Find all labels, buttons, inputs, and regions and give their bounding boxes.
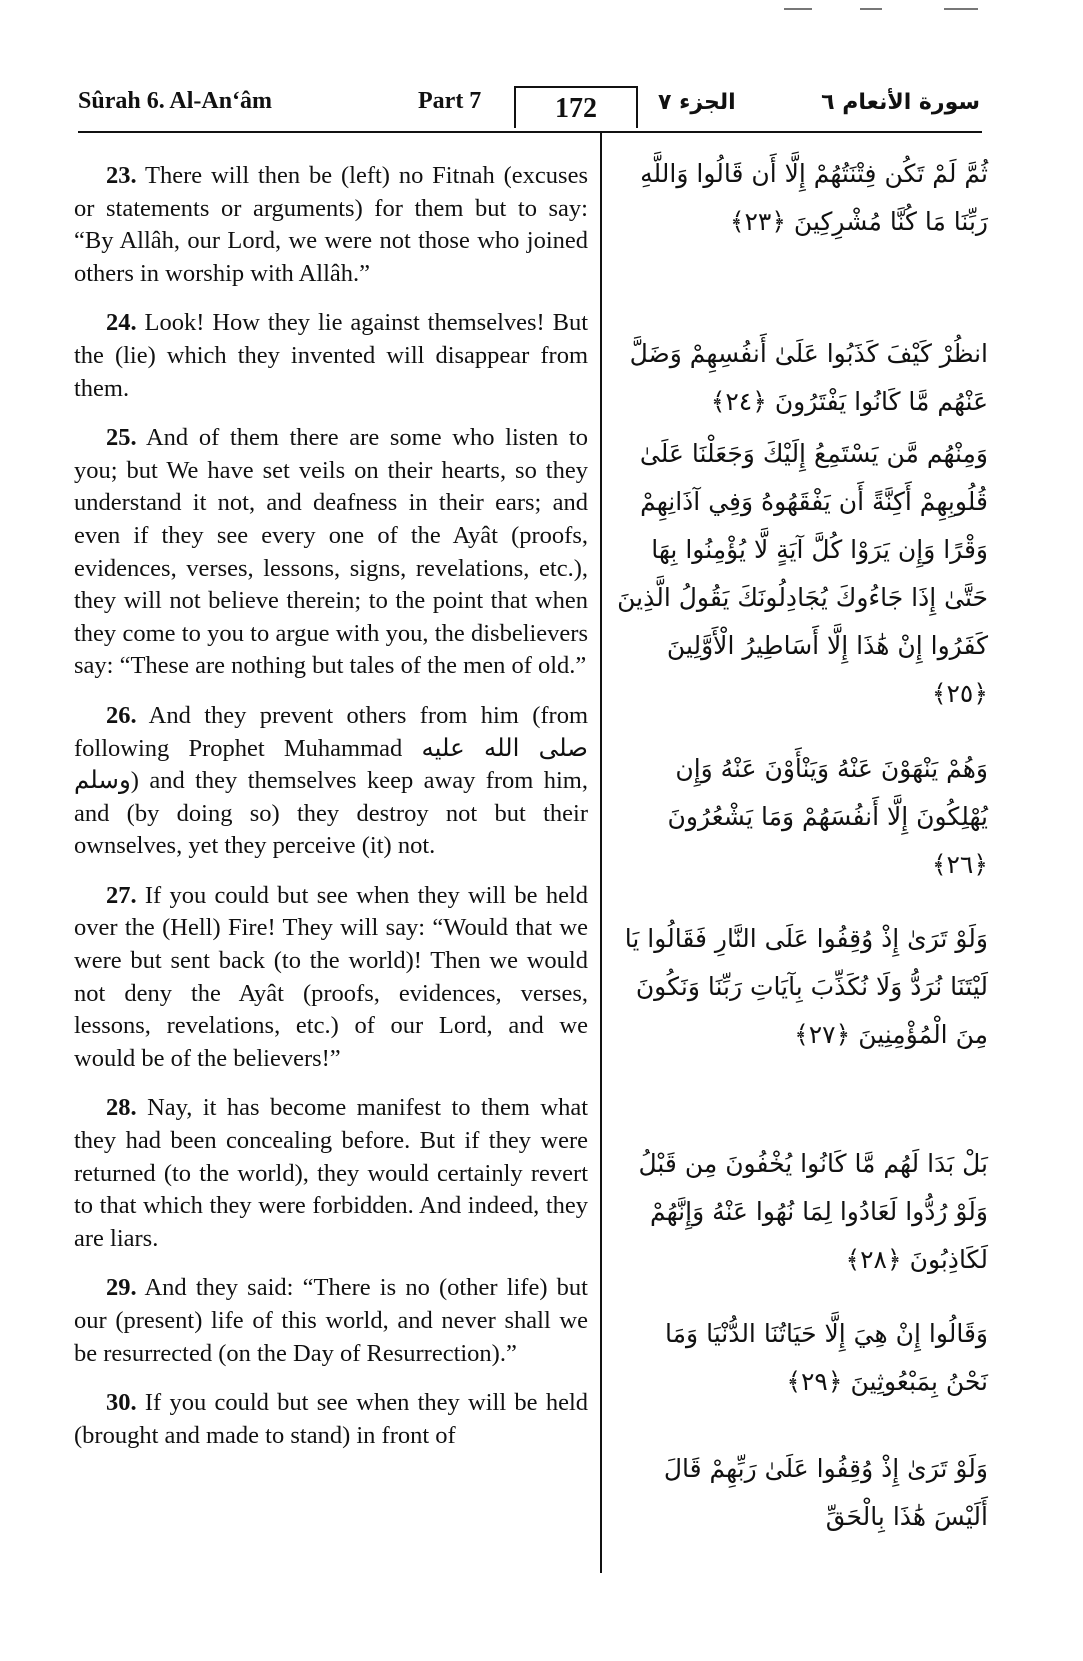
verse-translation (74, 1387, 588, 1452)
arabic-part-label: الجزء ٧ (658, 90, 736, 115)
verse-number: 25. (106, 424, 137, 452)
verse-number: 23. (106, 162, 137, 189)
verse-text: Nay, it has become manifest to them what they had been concealing before. But if they were returned (to the world), they would certainly revert to that which they were forbidden. And indeed, they are liars. (74, 1094, 589, 1252)
column-divider (600, 133, 602, 1573)
verse-translation (74, 1272, 588, 1370)
verse-translation (74, 1092, 588, 1255)
verse-text: And of them there are some who listen to you; but We have set veils on their hearts, so they understand it not, and deafness in their ears; and even if they see every one of the Ayât (proofs, evidences, verses, lessons, signs, revelations, etc.), they will not believe therein; to the point that when they come to you to argue with you, the disbelievers say: “These are nothing but tales of the men of old.” (74, 424, 588, 680)
arabic-verse: وَمِنْهُم مَّن يَسْتَمِعُ إِلَيْكَ وَجَعَلْنَا عَلَىٰ قُلُوبِهِمْ أَكِنَّةً أَن يَفْقَهُوهُ وَفِي آذَانِهِمْ وَقْرًا وَإِن يَرَوْا كُلَّ آيَةٍ لَّا يُؤْمِنُوا بِهَا حَتَّىٰ إِذَا جَاءُوكَ يُجَادِلُونَكَ يَقُولُ الَّذِينَ كَفَرُوا إِنْ هَٰذَا إِلَّا أَسَاطِيرُ الْأَوَّلِينَ ﴿٢٥﴾ (617, 439, 988, 708)
translation-column (74, 160, 588, 1452)
verse-translation (74, 307, 588, 405)
arabic-verse: وَلَوْ تَرَىٰ إِذْ وُقِفُوا عَلَىٰ رَبِّهِمْ قَالَ أَلَيْسَ هَٰذَا بِالْحَقِّ (663, 1454, 988, 1531)
arabic-surah-title: سورة الأنعام ٦ (821, 90, 980, 115)
arabic-verse: وَلَوْ تَرَىٰ إِذْ وُقِفُوا عَلَى النَّارِ فَقَالُوا يَا لَيْتَنَا نُرَدُّ وَلَا نُكَذِّبَ بِآيَاتِ رَبِّنَا وَنَكُونَ مِنَ الْمُؤْمِنِينَ ﴿٢٧﴾ (624, 924, 988, 1049)
surah-title: Sûrah 6. Al-An‘âm (78, 88, 273, 114)
page-header (78, 86, 980, 132)
verse-number: 30. (106, 1389, 137, 1417)
verse-text: Look! How they lie against themselves! But the (lie) which they invented will disappear from them. (74, 309, 589, 402)
verse-translation (74, 422, 588, 683)
verse-number: 28. (106, 1094, 137, 1122)
verse-number: 26. (106, 701, 137, 729)
scan-mark (860, 8, 882, 10)
scan-mark (784, 8, 812, 10)
part-label: Part 7 (418, 88, 482, 114)
verse-translation (74, 700, 588, 863)
scan-mark (944, 8, 978, 10)
arabic-verse: بَلْ بَدَا لَهُم مَّا كَانُوا يُخْفُونَ مِن قَبْلُ وَلَوْ رُدُّوا لَعَادُوا لِمَا نُهُوا عَنْهُ وَإِنَّهُمْ لَكَاذِبُونَ ﴿٢٨﴾ (638, 1149, 988, 1274)
verse-translation (74, 880, 588, 1076)
arabic-verse: ثُمَّ لَمْ تَكُن فِتْنَتُهُمْ إِلَّا أَن قَالُوا وَاللَّهِ رَبِّنَا مَا كُنَّا مُشْرِكِينَ ﴿٢٣﴾ (640, 159, 988, 236)
verse-translation (74, 160, 588, 290)
verse-text: If you could but see when they will be held (brought and made to stand) in front of (74, 1389, 588, 1449)
verse-text: If you could but see when they will be held over the (Hell) Fire! They will say: “Would that we were but sent back (to the world)! Then we would not deny the Ayât (proofs, evidences, verses, lessons, revelations, etc.) of our Lord, and we would be of the believers!” (74, 881, 588, 1072)
arabic-verse: انظُرْ كَيْفَ كَذَبُوا عَلَىٰ أَنفُسِهِمْ وَضَلَّ عَنْهُم مَّا كَانُوا يَفْتَرُونَ ﴿٢٤﴾ (629, 339, 988, 416)
verse-number: 29. (106, 1274, 137, 1302)
page-number: 172 (514, 86, 638, 128)
verse-text: And they said: “There is no (other life) but our (present) life of this world, and never shall we be resurrected (on the Day of Resurrection).” (74, 1274, 588, 1367)
verse-number: 27. (106, 881, 137, 909)
arabic-verse: وَهُمْ يَنْهَوْنَ عَنْهُ وَيَنْأَوْنَ عَنْهُ وَإِن يُهْلِكُونَ إِلَّا أَنفُسَهُمْ وَمَا يَشْعُرُونَ ﴿٢٦﴾ (667, 754, 988, 879)
verse-text: There will then be (left) no Fitnah (excuses or statements or arguments) for them but to say: “By Allâh, our Lord, we were not those who joined others in worship with Allâh.” (74, 162, 588, 287)
verse-number: 24. (106, 309, 137, 337)
arabic-verse: وَقَالُوا إِنْ هِيَ إِلَّا حَيَاتُنَا الدُّنْيَا وَمَا نَحْنُ بِمَبْعُوثِينَ ﴿٢٩﴾ (665, 1319, 988, 1396)
header-rule (78, 131, 982, 133)
verse-text: And they prevent others from him (from following Prophet Muhammad صلى الله عليه وسلم) and they themselves keep away from him, and (by doing so) they destroy not but their ownselves, yet they perceive (it) not. (74, 701, 589, 860)
